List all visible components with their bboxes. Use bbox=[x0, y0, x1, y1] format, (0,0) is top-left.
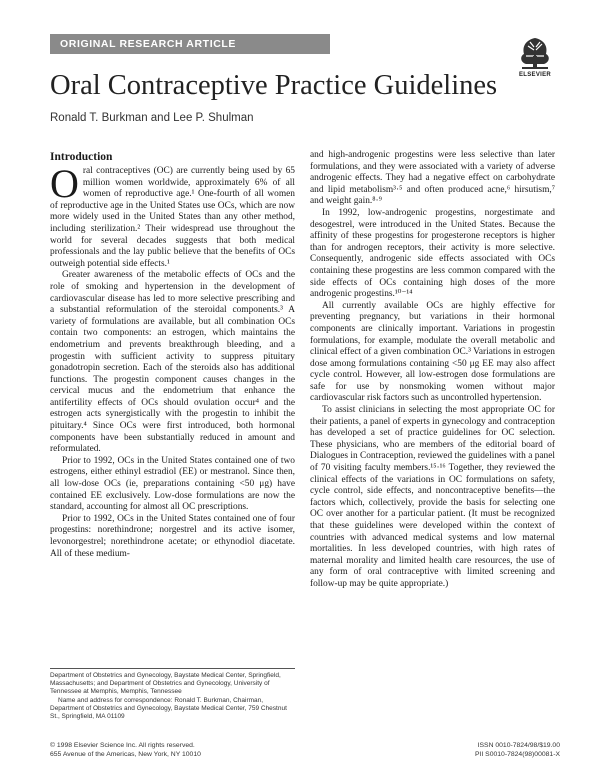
body-paragraph: and high-androgenic progestins were less selective than later formulations, and they were associated with a variety of adverse androgenic effects. They had a negative effect on carbohydrate and lipid metabolism³·⁵ and often produced acne,⁶ hirsutism,⁷ and weight gain.⁸·⁹ bbox=[310, 150, 555, 207]
body-paragraph: Prior to 1992, OCs in the United States contained one of two estrogens, either ethinyl estradiol (EE) or mestranol. Since then, all low-dose OCs (ie, preparations containing <50 μg) have contained EE exclusively. Low-dose formulations are now the standard, accounting for almost all OC prescriptions. bbox=[50, 455, 295, 513]
body-paragraph: To assist clinicians in selecting the most appropriate OC for their patients, a panel of experts in gynecology and contraception has developed a set of practice guidelines for OC selection. These physicians, who are members of the editorial board of Dialogues in Contraception, reviewed the guidelines with a panel of 70 visiting faculty members.¹⁵·¹⁶ Together, they reviewed the clinical effects of the variations in OC formulations on safety, cycle control, side effects, and noncontraceptive benefits—the factors which, collectively, provide the basis for selecting one OC over another for a particular patient. (It must be recognized that these guidelines were developed within the context of countries with advanced medical systems and low maternal mortalities. In less developed countries, with high rates of maternal morality and limited health care resources, the use of any form of oral contraceptive with limited screening and follow-up may be quite appropriate.) bbox=[310, 405, 555, 589]
issn: ISSN 0010-7824/98/$19.00 bbox=[477, 742, 560, 749]
section-heading: Introduction bbox=[50, 151, 113, 163]
body-paragraph: All currently available OCs are highly effective for preventing pregnancy, but variations in their hormonal components are clinically important. Variations in progestin formulations, for example, modulate the overall metabolic and clinical effect of a given combination OC.³ Variations in estrogen dose among formulations containing <50 μg EE may also affect cycle control. However, all low-estrogen dose formulations are safe for use by nonsmoking women without major cardiovascular risk factors such as uncontrolled hypertension. bbox=[310, 300, 555, 404]
footnote-divider bbox=[50, 668, 295, 669]
body-paragraph: In 1992, low-androgenic progestins, norgestimate and desogestrel, were introduced in the United States. Because the affinity of these progestins for progesterone receptors is higher than for androgen receptors, their activity is more selective. Consequently, androgenic side effects associated with OCs containing these progestins are less common compared with the side effects of OCs containing high doses of the more androgenic progestins.¹⁰⁻¹⁴ bbox=[310, 207, 555, 300]
article-authors: Ronald T. Burkman and Lee P. Shulman bbox=[50, 112, 254, 124]
left-column bbox=[50, 150, 295, 560]
right-column bbox=[310, 150, 555, 591]
body-paragraph: Greater awareness of the metabolic effects of OCs and the role of smoking and hypertension in the development of cardiovascular disease has led to more selective prescribing and a substantial reformulation of the steroidal components.³ A variety of formulations are available, but all combination OCs contain two components: an estrogen, which maintains the endometrium and prevents breakthrough bleeding, and a progestin with sufficient activity to suppress pituitary gonadotropin secretion. Each of the steroids also has additional functions. The progestin component causes changes in the cervical mucus and the endometrium that enhance the antifertility effects of OCs should ovulation occur⁴ and the estrogen acts synergistically with the progestin to inhibit the pituitary.⁴ Since OCs were first introduced, both hormonal components have been substantially reduced in amount and reformulated. bbox=[50, 270, 295, 455]
article-title: Oral Contraceptive Practice Guidelines bbox=[50, 70, 498, 101]
author-affiliation: Department of Obstetrics and Gynecology, Baystate Medical Center, Springfield, Massachusetts; and Department of Obstetrics and Gynecology, University of Tennessee at Memphis, Memphis, Tennessee bbox=[50, 672, 281, 696]
article-type-banner: ORIGINAL RESEARCH ARTICLE bbox=[50, 34, 330, 54]
elsevier-logo bbox=[514, 34, 556, 82]
publisher-address: 655 Avenue of the Americas, New York, NY 10010 bbox=[50, 750, 201, 758]
footer-copyright bbox=[50, 742, 290, 760]
pii: PII S0010-7824(98)00081-X bbox=[474, 750, 560, 758]
footnote bbox=[50, 672, 295, 721]
correspondence-address: Name and address for correspondence: Ronald T. Burkman, Chairman, Department of Obstetrics and Gynecology, Baystate Medical Center, 759 Chestnut St., Springfield, MA 01109 bbox=[50, 696, 287, 721]
publisher-name: ELSEVIER bbox=[518, 72, 552, 78]
footer-identifiers bbox=[400, 742, 560, 760]
copyright-line: © 1998 Elsevier Science Inc. All rights reserved. bbox=[50, 742, 195, 749]
elsevier-tree-icon bbox=[514, 34, 556, 72]
body-paragraph bbox=[50, 161, 295, 270]
drop-cap: O bbox=[50, 161, 79, 206]
body-paragraph: Prior to 1992, OCs in the United States contained one of four progestins: norethindrone; norgestrel and its active isomer, levonorgestrel; norethindrone acetate; or ethynodiol diacetate. All of these medium- bbox=[50, 513, 295, 559]
paragraph-text: ral contraceptives (OC) are currently being used by 65 million women worldwide, approximately 6% of all women of reproductive age.¹ One-fourth of all women of reproductive age in the United States use OCs, which are now more widely used in the United States than any other method, including sterilization.² Their widespread use throughout the world for several decades suggests that both medical professionals and the lay public believe that the benefits of OCs outweigh potential side effects.¹ bbox=[50, 166, 295, 269]
